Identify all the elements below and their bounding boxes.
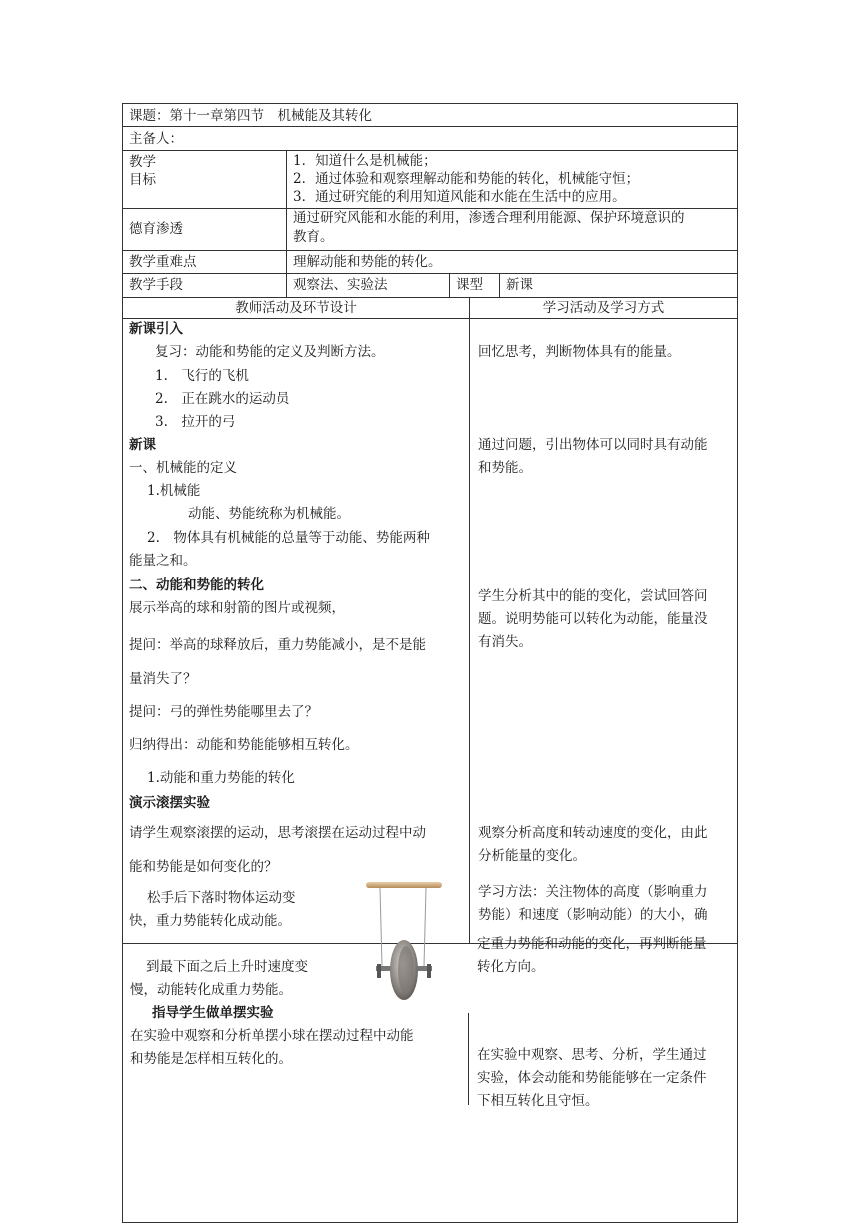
new-lesson-title: 新课	[129, 437, 156, 453]
section-2-heading: 二、动能和势能的转化	[129, 577, 264, 593]
teacher-activity-column	[123, 319, 469, 943]
subsection-2-line-1: 2. 物体具有机械能的总量等于动能、势能两种	[147, 530, 430, 546]
response-2-line-2: 和势能。	[478, 460, 532, 476]
response-3-line-1: 学生分析其中的能的变化，尝试回答问	[478, 588, 708, 604]
goals-content	[286, 151, 737, 208]
topic-row	[122, 103, 738, 127]
pendulum-paragraph-2-line-1: 到最下面之后上升时速度变	[146, 959, 308, 975]
goal-item: 2．通过体验和观察理解动能和势能的转化，机械能守恒；	[293, 171, 640, 187]
response-5-line-4: 转化方向。	[477, 959, 545, 975]
moral-text-line-1: 通过研究风能和水能的利用，渗透合理利用能源、保护环境意识的	[293, 210, 685, 226]
lower-column-divider	[468, 1013, 469, 1105]
response-2-line-1: 通过问题，引出物体可以同时具有动能	[478, 437, 708, 453]
student-activity-column	[469, 319, 737, 943]
example-item: 1. 飞行的飞机	[155, 368, 249, 384]
response-5-line-3: 定重力势能和动能的变化，再判断能量	[477, 936, 707, 952]
right-column-header: 学习活动及学习方式	[469, 298, 737, 318]
means-label: 教学手段	[129, 277, 183, 293]
question-1-line-1: 提问：举高的球释放后，重力势能减小，是不是能	[129, 637, 426, 653]
key-points-text: 理解动能和势能的转化。	[286, 251, 737, 273]
left-column-header: 教师活动及环节设计	[235, 300, 357, 316]
goals-label-line-1: 教学	[129, 154, 156, 170]
goals-label	[123, 151, 286, 208]
subsection-3-heading: 1.动能和重力势能的转化	[147, 770, 295, 786]
moral-content	[286, 209, 737, 250]
means-row	[122, 274, 738, 298]
goals-row	[122, 151, 738, 209]
subsection-2-line-2: 能量之和。	[129, 553, 197, 569]
lesson-type-label: 课型	[449, 274, 499, 297]
activity-body-continued	[122, 943, 738, 1223]
topic-text: 课题：第十一章第四节 机械能及其转化	[129, 108, 372, 124]
response-3-line-3: 有消失。	[478, 634, 532, 650]
moral-label: 德育渗透	[129, 221, 183, 237]
activity-body	[122, 319, 738, 944]
goal-item: 3．通过研究能的利用知道风能和水能在生活中的应用。	[293, 189, 626, 205]
response-6-line-2: 实验，体会动能和势能能够在一定条件	[477, 1070, 707, 1086]
demo-line-2: 能和势能是如何变化的？	[129, 859, 278, 875]
response-4-line-1: 观察分析高度和转动速度的变化，由此	[478, 825, 708, 841]
column-header-row	[122, 298, 738, 319]
goal-item: 1．知道什么是机械能；	[293, 153, 437, 169]
response-6-line-1: 在实验中观察、思考、分析，学生通过	[477, 1047, 707, 1063]
subsection-1-heading: 1.机械能	[147, 483, 201, 499]
response-5-line-1: 学习方法：关注物体的高度（影响重力	[478, 884, 708, 900]
question-2: 提问：弓的弹性势能哪里去了？	[129, 704, 318, 720]
moral-text-line-2: 教育。	[293, 229, 334, 245]
example-item: 3. 拉开的弓	[155, 414, 236, 430]
example-item: 2. 正在跳水的运动员	[155, 391, 290, 407]
preparer-text: 主备人：	[129, 131, 183, 147]
goals-label-line-2: 目标	[129, 172, 156, 188]
key-points-label: 教学重难点	[129, 254, 197, 270]
demo-title: 演示滚摆实验	[129, 795, 210, 811]
summary-text: 归纳得出：动能和势能能够相互转化。	[129, 737, 359, 753]
pendulum-paragraph-1-line-2: 快，重力势能转化成动能。	[129, 913, 291, 929]
subsection-1-text: 动能、势能统称为机械能。	[188, 506, 350, 522]
question-1-line-2: 量消失了？	[129, 671, 197, 687]
moral-row	[122, 209, 738, 251]
section-1-heading: 一、机械能的定义	[129, 460, 237, 476]
pendulum-experiment-title: 指导学生做单摆实验	[152, 1005, 274, 1021]
show-text: 展示举高的球和射箭的图片或视频，	[129, 600, 345, 616]
pendulum-paragraph-2-line-2: 慢，动能转化成重力势能。	[130, 982, 292, 998]
review-text: 复习：动能和势能的定义及判断方法。	[155, 344, 385, 360]
demo-line-1: 请学生观察滚摆的运动，思考滚摆在运动过程中动	[129, 825, 426, 841]
pendulum-paragraph-1-line-1: 松手后下落时物体运动变	[147, 890, 296, 906]
response-1: 回忆思考，判断物体具有的能量。	[478, 344, 681, 360]
response-4-line-2: 分析能量的变化。	[478, 848, 586, 864]
means-value: 观察法、实验法	[286, 274, 449, 297]
lesson-type-value: 新课	[499, 274, 737, 297]
pendulum-experiment-line-1: 在实验中观察和分析单摆小球在摆动过程中动能	[130, 1028, 414, 1044]
response-3-line-2: 题。说明势能可以转化为动能，能量没	[478, 611, 708, 627]
intro-title: 新课引入	[129, 321, 183, 337]
response-5-line-2: 势能）和速度（影响动能）的大小，确	[478, 907, 708, 923]
lesson-plan-table	[122, 103, 738, 1223]
pendulum-experiment-line-2: 和势能是怎样相互转化的。	[130, 1051, 292, 1067]
response-6-line-3: 下相互转化且守恒。	[477, 1093, 599, 1109]
key-points-row	[122, 251, 738, 274]
preparer-row	[122, 127, 738, 151]
